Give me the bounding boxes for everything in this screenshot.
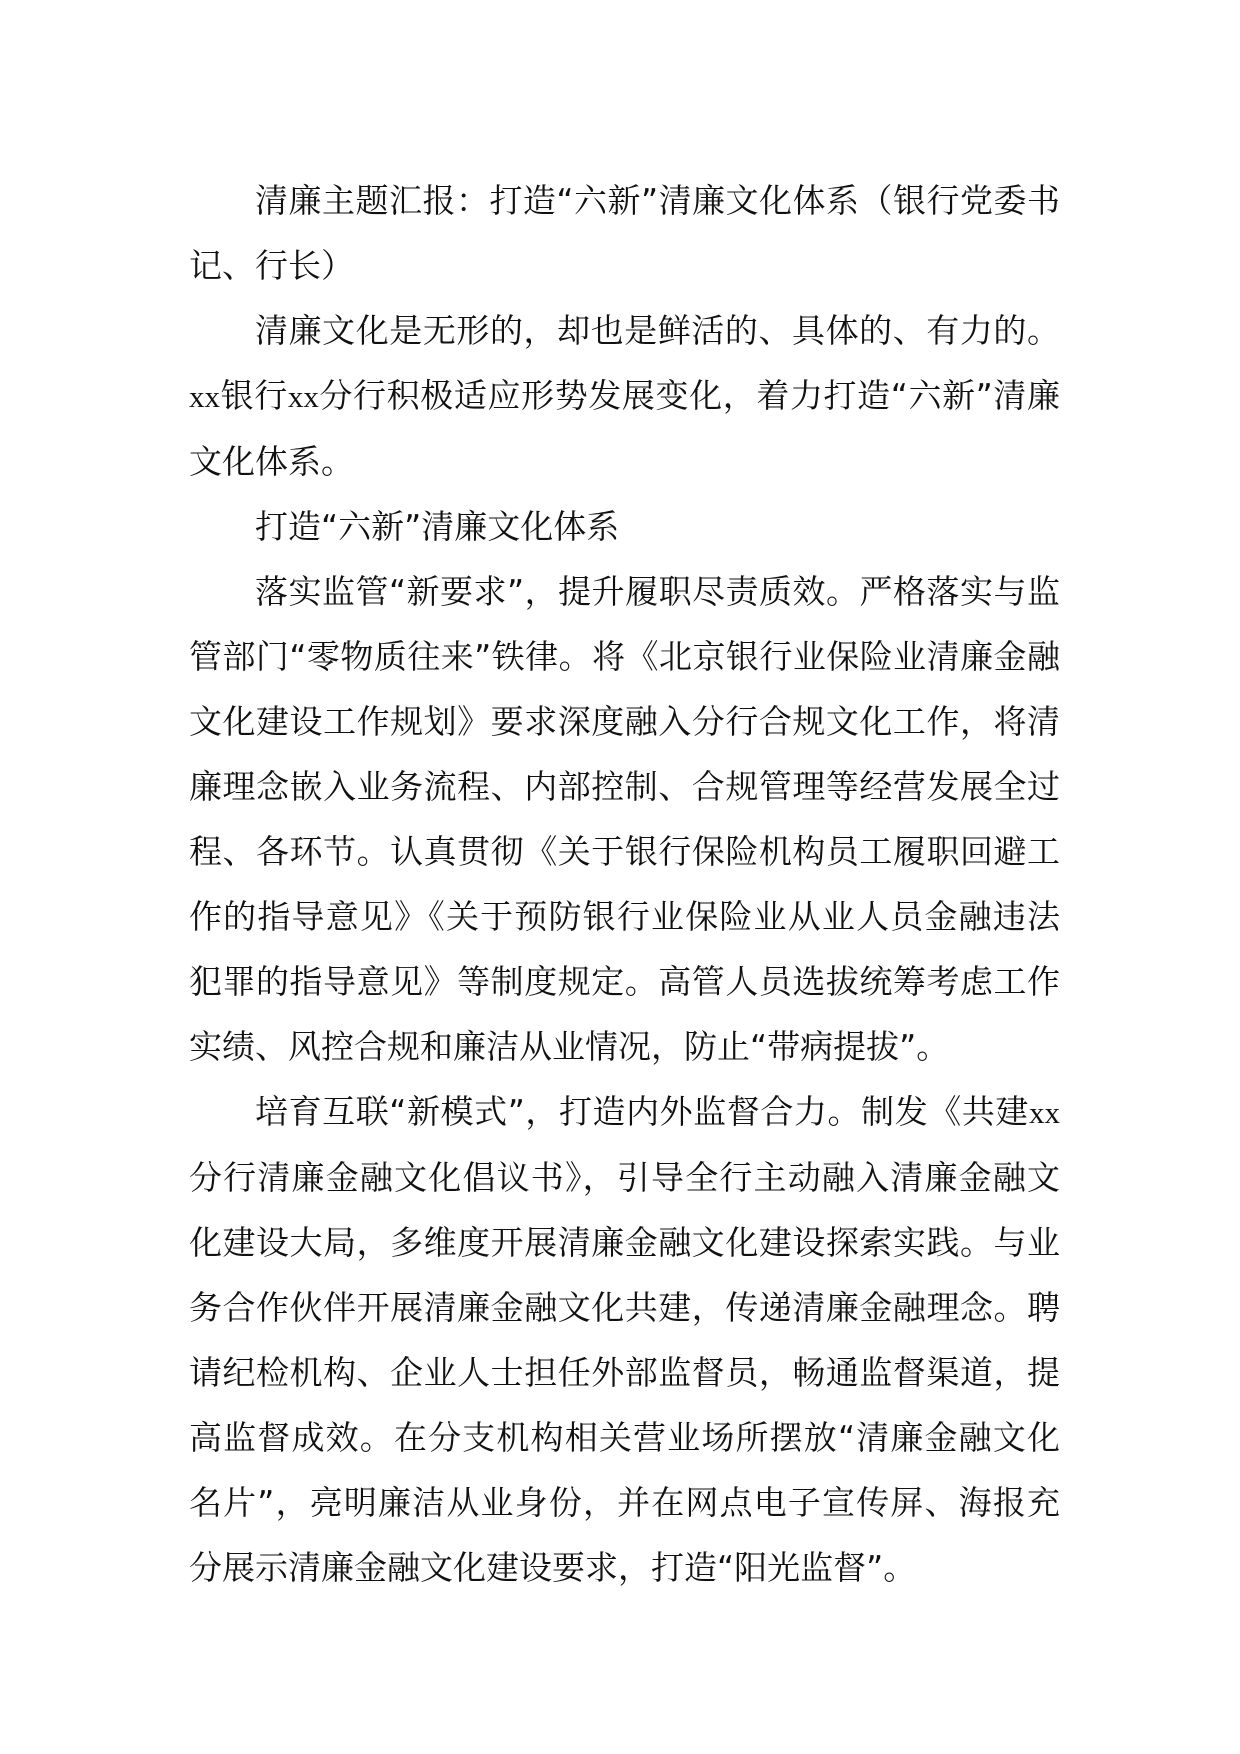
placeholder-xx-branch: xx [1029,1095,1060,1130]
intro-text: 清廉文化是无形的，却也是鲜活的、具体的、有力的。 [255,311,1060,350]
placeholder-xx-branch: xx [287,379,319,414]
interconnection-model-text: 培育互联“新模式”，打造内外监督合力。制发《共建 [255,1092,1029,1131]
section-heading-text: 打造“六新”清廉文化体系 [255,507,620,546]
intro-paragraph [189,298,1060,494]
interconnection-model-paragraph [189,1079,1060,1600]
interconnection-model-text: 分行清廉金融文化倡议书》，引导全行主动融入清廉金融文化建设大局，多维度开展清廉金融文化建设探索实践。与业务合作伙伴开展清廉金融文化共建，传递清廉金融理念。聘请纪检机构、企业人士担任外部监督员，畅通监督渠道，提高监督成效。在分支机构相关营业场所摆放“清廉金融文化名片”，亮明廉洁从业身份，并在网点电子宣传屏、海报充分展示清廉金融文化建设要求，打造“阳光监督”。 [189,1158,1060,1587]
supervision-requirements-text: 落实监管“新要求”，提升履职尽责质效。严格落实与监管部门“零物质往来”铁律。将《北京银行业保险业清廉金融文化建设工作规划》要求深度融入分行合规文化工作，将清廉理念嵌入业务流程、内部控制、合规管理等经营发展全过程、各环节。认真贯彻《关于银行保险机构员工履职回避工作的指导意见》《关于预防银行业保险业从业人员金融违法犯罪的指导意见》等制度规定。高管人员选拔统筹考虑工作实绩、风控合规和廉洁从业情况，防止“带病提拔”。 [189,572,1060,1066]
supervision-requirements-paragraph [189,559,1060,1079]
document-body [189,168,1060,1600]
report-title-text: 清廉主题汇报：打造“六新”清廉文化体系（银行党委书记、行长） [189,181,1060,285]
report-title-paragraph [189,168,1060,298]
placeholder-xx-bank: xx [189,379,220,414]
intro-text: 分行积极适应形势发展变化，着力打造“六新”清廉文化体系。 [189,376,1060,481]
section-heading-paragraph [189,494,1060,559]
intro-text: 银行 [220,376,288,415]
